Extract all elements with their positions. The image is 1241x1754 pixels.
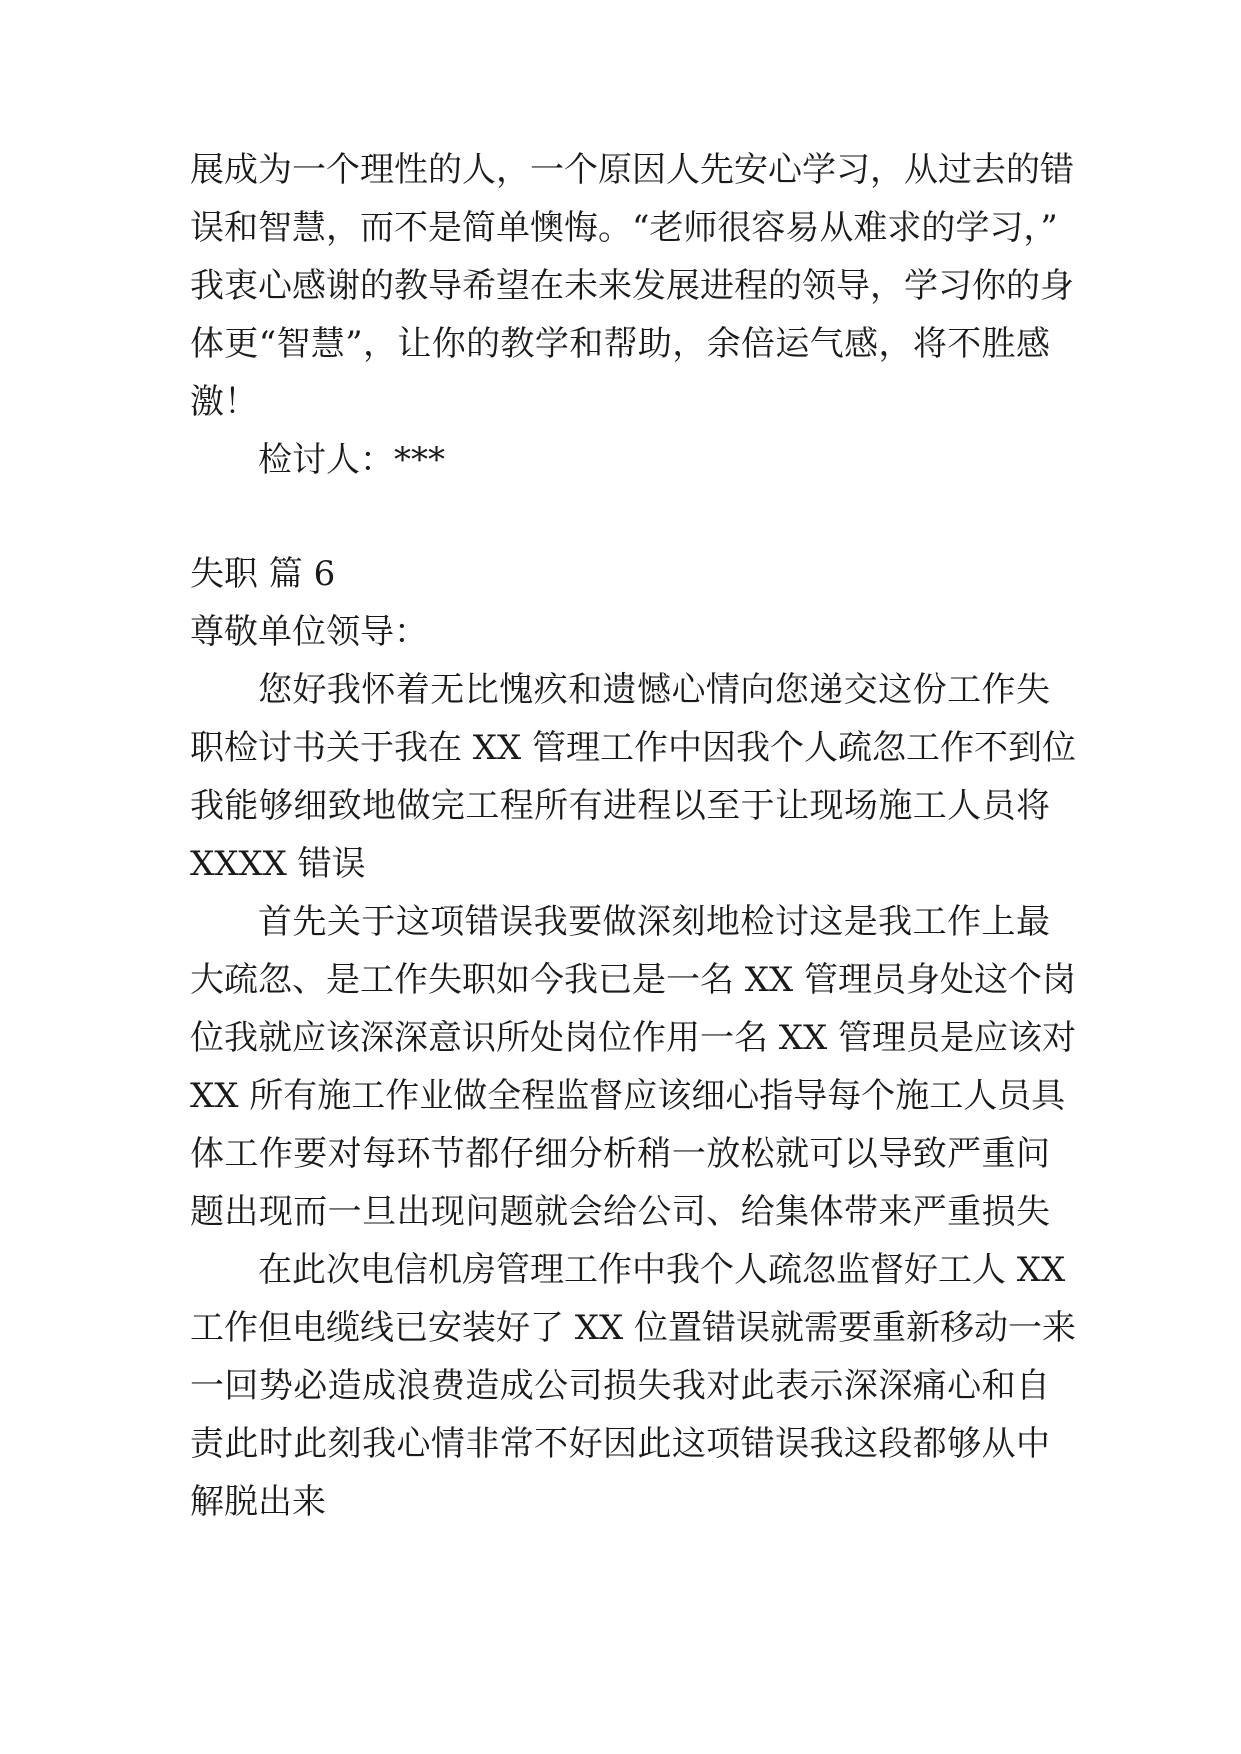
- text-line: 激！: [190, 382, 258, 422]
- text-line: 责此时此刻我心情非常不好因此这项错误我这段都够从中: [190, 1424, 1050, 1464]
- text-line: 大疏忽、是工作失职如今我已是一名 XX 管理员身处这个岗: [190, 960, 1077, 1000]
- text-line: 误和智慧，而不是简单懊悔。“老师很容易从难求的学习，”: [190, 208, 1058, 248]
- salutation: 尊敬单位领导：: [190, 612, 428, 652]
- text-line: XX 所有施工作业做全程监督应该细心指导每个施工人员具: [190, 1076, 1066, 1116]
- text-line: 我能够细致地做完工程所有进程以至于让现场施工人员将: [190, 786, 1050, 826]
- text-line: 展成为一个理性的人，一个原因人先安心学习，从过去的错: [190, 150, 1074, 190]
- text-line: 题出现而一旦出现问题就会给公司、给集体带来严重损失: [190, 1192, 1050, 1232]
- text-line: 职检讨书关于我在 XX 管理工作中因我个人疏忽工作不到位: [190, 728, 1077, 768]
- signature-line: 检讨人：***: [258, 440, 445, 480]
- text-line: 在此次电信机房管理工作中我个人疏忽监督好工人 XX: [258, 1250, 1066, 1290]
- text-line: 我衷心感谢的教导希望在未来发展进程的领导，学习你的身: [190, 266, 1074, 306]
- text-line: 工作但电缆线已安装好了 XX 位置错误就需要重新移动一来: [190, 1308, 1077, 1348]
- text-line: 体更“智慧”，让你的教学和帮助，余倍运气感，将不胜感: [190, 324, 1050, 364]
- text-line: 一回势必造成浪费造成公司损失我对此表示深深痛心和自: [190, 1366, 1050, 1406]
- text-line: 首先关于这项错误我要做深刻地检讨这是我工作上最: [258, 902, 1050, 942]
- text-line: XXXX 错误: [190, 844, 366, 884]
- text-line: 位我就应该深深意识所处岗位作用一名 XX 管理员是应该对: [190, 1018, 1077, 1058]
- section-title: 失职 篇 6: [190, 554, 336, 594]
- text-line: 您好我怀着无比愧疚和遗憾心情向您递交这份工作失: [258, 670, 1050, 710]
- text-line: 体工作要对每环节都仔细分析稍一放松就可以导致严重问: [190, 1134, 1050, 1174]
- text-line: 解脱出来: [190, 1482, 326, 1522]
